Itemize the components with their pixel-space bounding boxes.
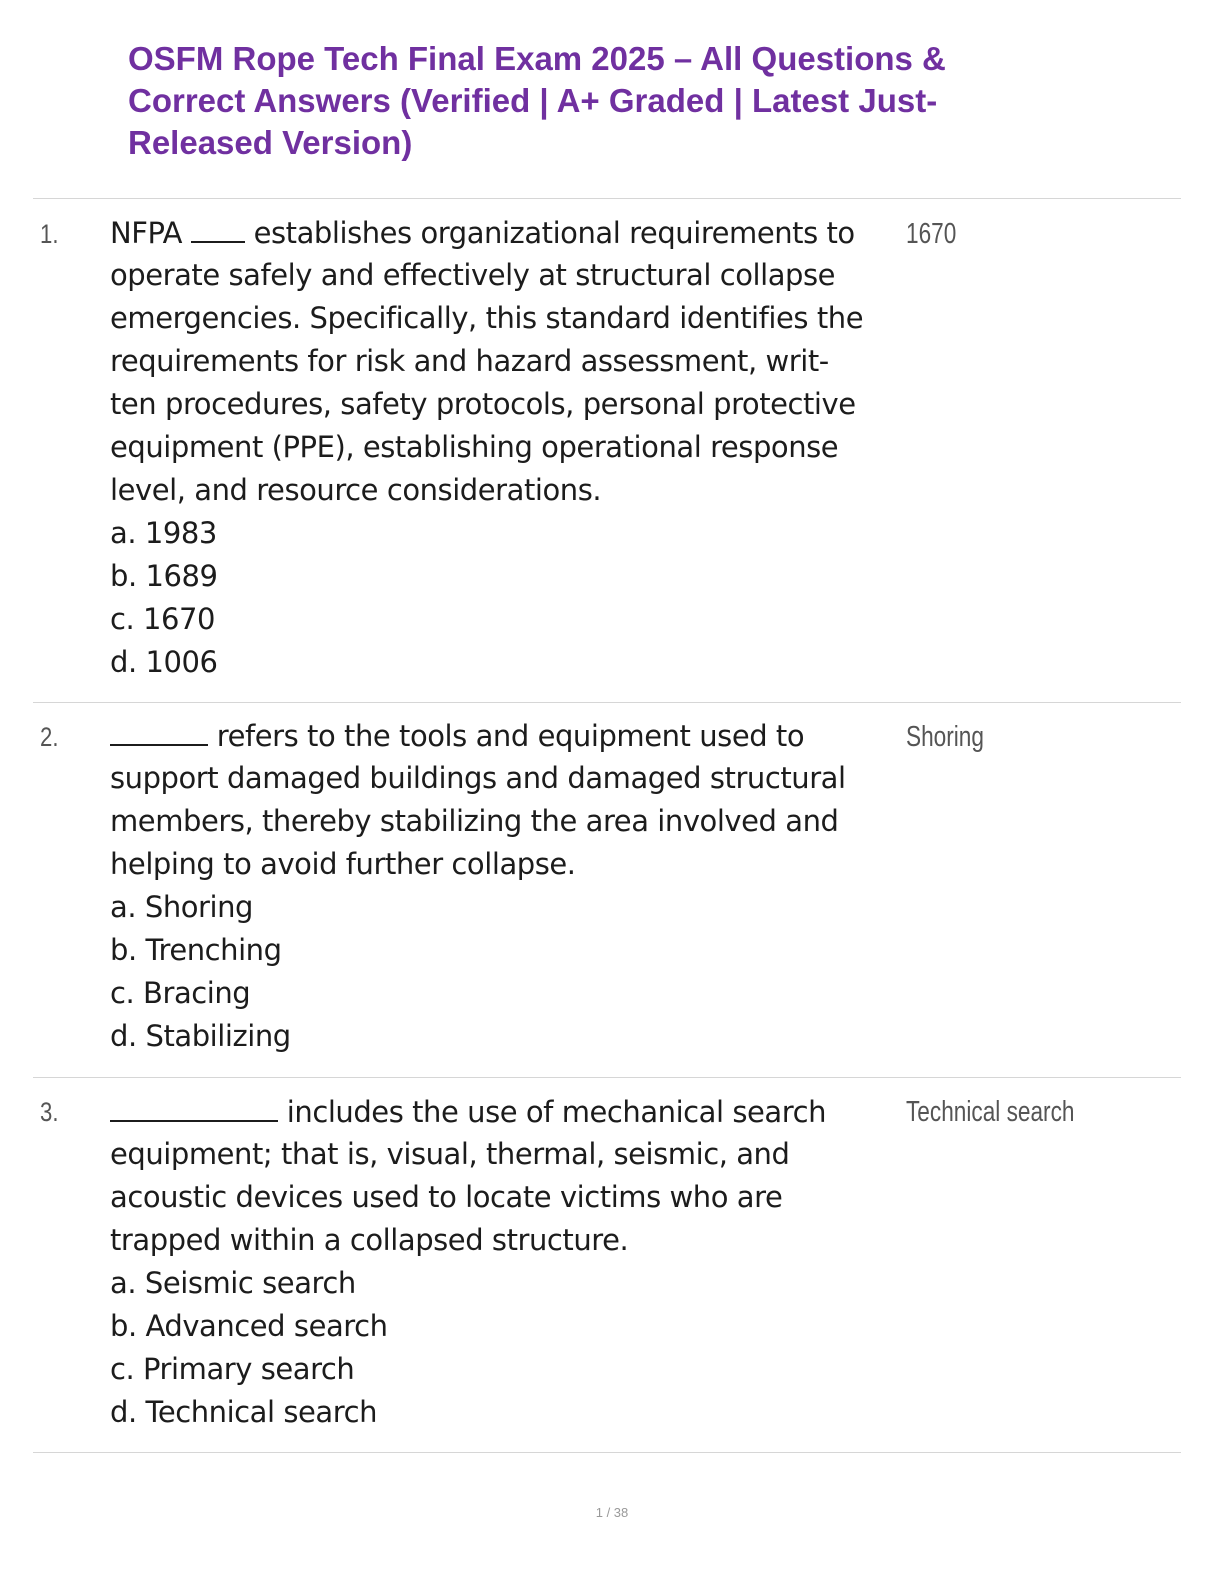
title-line-1: OSFM Rope Tech Final Exam 2025 – All Questions &	[128, 40, 946, 77]
question-1-number: 1.	[40, 219, 59, 249]
question-2-line-1: refers to the tools and equipment used to	[110, 714, 900, 757]
question-1-line-2: operate safely and effectively at structural collapse	[110, 258, 836, 292]
question-1-prefix: NFPA	[110, 216, 183, 250]
title-line-3: Released Version)	[128, 124, 413, 161]
question-1-option-b: b. 1689	[110, 559, 218, 593]
question-1-option-a: a. 1983	[110, 516, 217, 550]
question-1-body	[110, 211, 900, 684]
question-3-answer: Technical search	[906, 1096, 1075, 1128]
question-3-line-4: trapped within a collapsed structure.	[110, 1223, 629, 1257]
question-3-option-b: b. Advanced search	[110, 1309, 388, 1343]
answer-blank	[191, 211, 245, 243]
question-2-option-c: c. Bracing	[110, 976, 251, 1010]
question-1-line-3: emergencies. Specifically, this standard identifies the	[110, 301, 864, 335]
question-2-option-a: a. Shoring	[110, 890, 254, 924]
divider	[33, 198, 1181, 199]
page-indicator: 1 / 38	[595, 1505, 629, 1520]
question-3-body	[110, 1090, 900, 1434]
question-3-option-a: a. Seismic search	[110, 1266, 356, 1300]
question-3-line-3: acoustic devices used to locate victims who are	[110, 1180, 783, 1214]
divider	[33, 1077, 1181, 1078]
question-2-line-4: helping to avoid further collapse.	[110, 847, 576, 881]
question-3-option-c: c. Primary search	[110, 1352, 355, 1386]
question-1-line-5: ten procedures, safety protocols, personal protective	[110, 387, 856, 421]
question-2-body	[110, 714, 900, 1058]
question-2-option-d: d. Stabilizing	[110, 1019, 291, 1053]
question-3-line-2: equipment; that is, visual, thermal, seismic, and	[110, 1137, 790, 1171]
question-2-option-b: b. Trenching	[110, 933, 282, 967]
title-line-2: Correct Answers (Verified | A+ Graded | Latest Just-	[128, 82, 938, 119]
divider	[33, 702, 1181, 703]
question-3-number: 3.	[40, 1097, 59, 1127]
divider	[33, 1452, 1181, 1453]
question-1-line-7: level, and resource considerations.	[110, 473, 602, 507]
question-1-line-4: requirements for risk and hazard assessment, writ-	[110, 344, 829, 378]
question-2-number: 2.	[40, 722, 59, 752]
question-3-option-d: d. Technical search	[110, 1395, 378, 1429]
question-1-line-6: equipment (PPE), establishing operational response	[110, 430, 839, 464]
question-1-answer: 1670	[906, 218, 957, 250]
question-3-line-1: includes the use of mechanical search	[110, 1090, 900, 1133]
question-2-line-3: members, thereby stabilizing the area involved and	[110, 804, 839, 838]
document-title	[128, 38, 1028, 164]
question-2-line-2: support damaged buildings and damaged structural	[110, 761, 846, 795]
answer-blank	[110, 714, 208, 746]
question-1-option-d: d. 1006	[110, 645, 218, 679]
question-2-answer: Shoring	[906, 721, 984, 753]
answer-blank	[110, 1090, 278, 1122]
question-1-option-c: c. 1670	[110, 602, 216, 636]
question-1-line-1: NFPA establishes organizational requirements to	[110, 211, 900, 254]
